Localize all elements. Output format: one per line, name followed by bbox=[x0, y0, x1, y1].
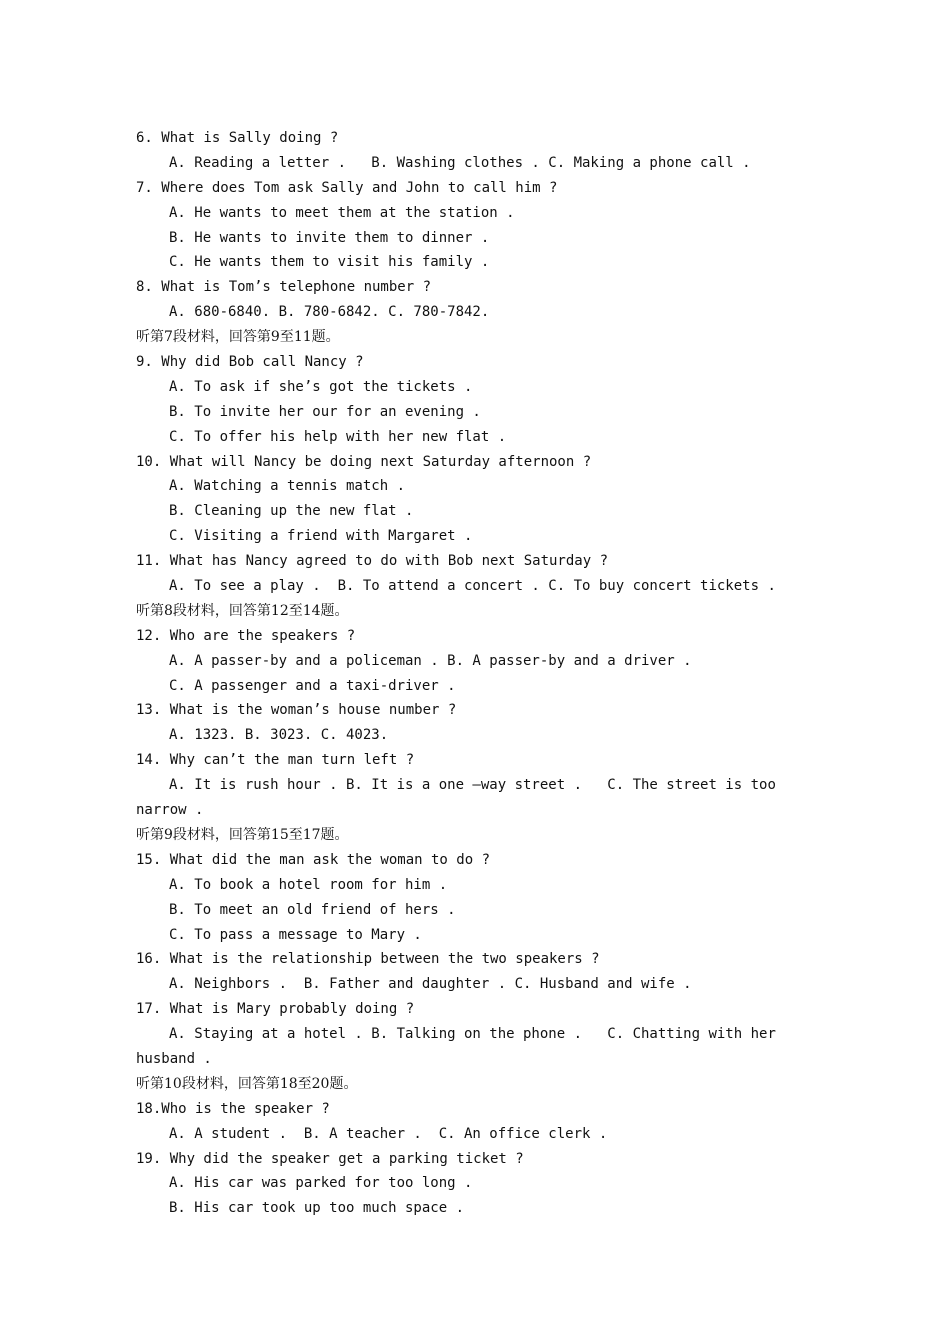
question-stem: 7. Where does Tom ask Sally and John to call him ? bbox=[136, 179, 558, 196]
question-stem: 16. What is the relationship between the two speakers ? bbox=[136, 951, 600, 968]
question-list bbox=[136, 126, 816, 1221]
answer-options: A. Watching a tennis match . bbox=[169, 478, 406, 495]
answer-options: A. A passer-by and a policeman . B. A passer-by and a driver . bbox=[169, 652, 692, 669]
section-heading: 听第7段材料，回答第9至11题。 bbox=[136, 329, 340, 346]
question-stem: 12. Who are the speakers ? bbox=[136, 627, 356, 644]
text-line: husband . bbox=[136, 1050, 212, 1067]
question-stem: 9. Why did Bob call Nancy ? bbox=[136, 354, 364, 371]
question-stem: 11. What has Nancy agreed to do with Bob next Saturday ? bbox=[136, 553, 609, 570]
section-heading: 听第10段材料，回答第18至20题。 bbox=[136, 1075, 358, 1092]
answer-options: A. To book a hotel room for him . bbox=[169, 876, 448, 893]
question-stem: 13. What is the woman’s house number ? bbox=[136, 702, 457, 719]
question-stem: 6. What is Sally doing ? bbox=[136, 130, 339, 146]
answer-options: B. He wants to invite them to dinner . bbox=[169, 229, 490, 246]
answer-options: A. To ask if she’s got the tickets . bbox=[169, 378, 473, 395]
answer-options: A. To see a play . B. To attend a concert . C. To buy concert tickets . bbox=[169, 578, 776, 595]
question-stem: 19. Why did the speaker get a parking ticket ? bbox=[136, 1150, 524, 1167]
answer-options: A. Neighbors . B. Father and daughter . C. Husband and wife . bbox=[169, 976, 692, 993]
question-stem: 15. What did the man ask the woman to do ? bbox=[136, 851, 491, 868]
answer-options: C. To offer his help with her new flat . bbox=[169, 428, 507, 445]
section-heading: 听第9段材料，回答第15至17题。 bbox=[136, 826, 349, 843]
answer-options: A. 1323. B. 3023. C. 4023. bbox=[169, 727, 389, 744]
answer-options: A. His car was parked for too long . bbox=[169, 1175, 473, 1192]
answer-options: A. A student . B. A teacher . C. An office clerk . bbox=[169, 1125, 608, 1142]
section-heading: 听第8段材料，回答第12至14题。 bbox=[136, 602, 349, 619]
answer-options: A. It is rush hour . B. It is a one –way street . C. The street is too bbox=[169, 777, 776, 794]
answer-options: A. He wants to meet them at the station . bbox=[169, 204, 515, 221]
question-stem: 18.Who is the speaker ? bbox=[136, 1100, 330, 1117]
question-stem: 10. What will Nancy be doing next Saturday afternoon ? bbox=[136, 453, 592, 470]
answer-options: B. To meet an old friend of hers . bbox=[169, 901, 456, 918]
answer-options: A. Reading a letter . B. Washing clothes . C. Making a phone call . bbox=[169, 154, 751, 171]
answer-options: B. Cleaning up the new flat . bbox=[169, 503, 414, 520]
answer-options: C. To pass a message to Mary . bbox=[169, 926, 422, 943]
answer-options: A. 680-6840. B. 780-6842. C. 780-7842. bbox=[169, 304, 490, 321]
text-line: narrow . bbox=[136, 802, 204, 819]
answer-options: B. His car took up too much space . bbox=[169, 1200, 465, 1217]
answer-options: C. He wants them to visit his family . bbox=[169, 254, 490, 271]
question-stem: 8. What is Tom’s telephone number ? bbox=[136, 279, 432, 296]
answer-options: C. Visiting a friend with Margaret . bbox=[169, 528, 473, 545]
answer-options: C. A passenger and a taxi-driver . bbox=[169, 677, 456, 694]
answer-options: A. Staying at a hotel . B. Talking on the phone . C. Chatting with her bbox=[169, 1026, 776, 1043]
question-stem: 14. Why can’t the man turn left ? bbox=[136, 752, 415, 769]
question-stem: 17. What is Mary probably doing ? bbox=[136, 1001, 415, 1018]
answer-options: B. To invite her our for an evening . bbox=[169, 403, 481, 420]
